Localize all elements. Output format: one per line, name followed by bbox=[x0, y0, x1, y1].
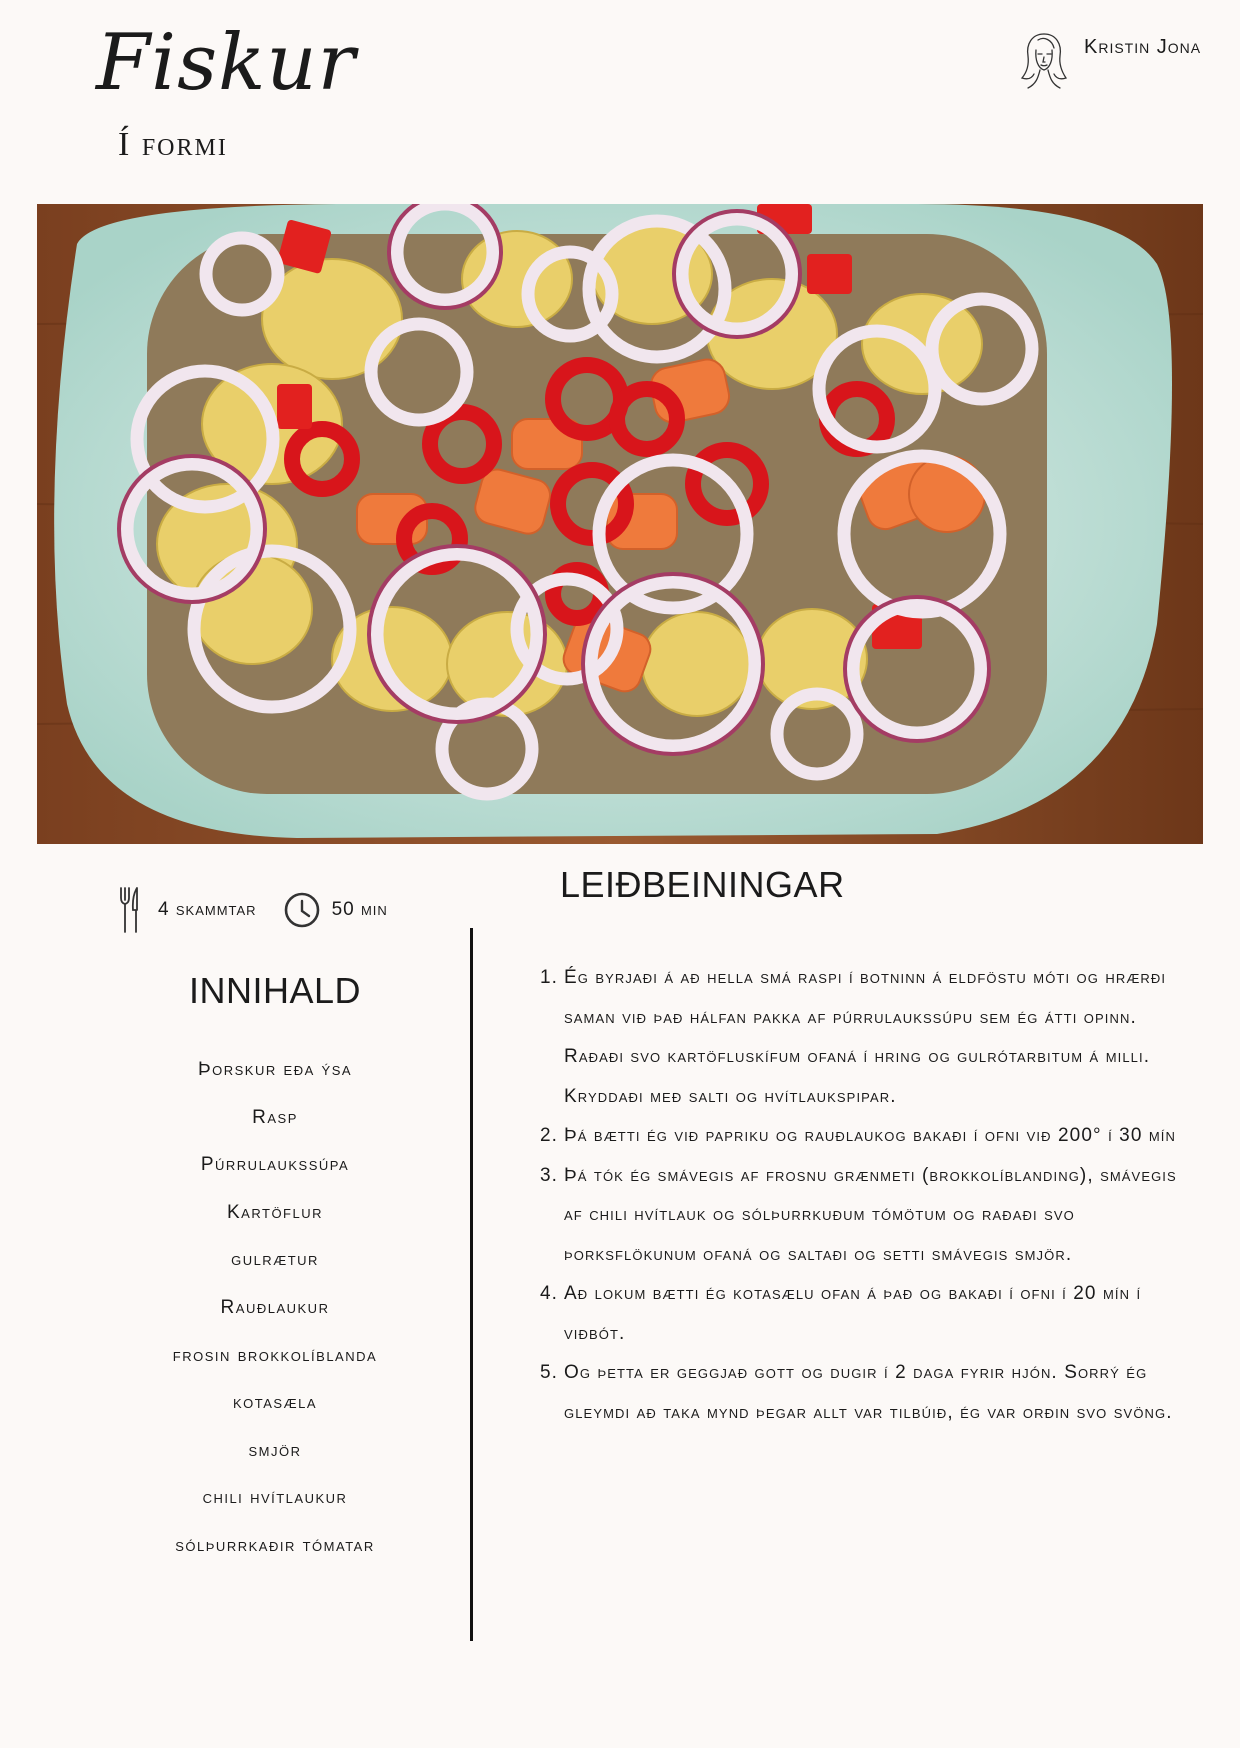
recipe-title: Fiskur bbox=[96, 18, 356, 108]
author-name: Kristin Jona bbox=[1084, 36, 1202, 58]
step-text: Að lokum bætti ég kotasælu ofan á það og bakaði í ofni í 20 mín í viðbót. bbox=[564, 1283, 1142, 1344]
time-label: 50 min bbox=[331, 899, 388, 920]
directions-list bbox=[540, 958, 1200, 1432]
step-text: Þá bætti ég við papriku og rauðlaukog bakaði í ofni við 200° í 30 mín bbox=[564, 1125, 1177, 1146]
step-number: 2. bbox=[540, 1125, 559, 1146]
directions-title: LEIÐBEININGAR bbox=[560, 864, 845, 905]
direction-step bbox=[540, 1353, 1200, 1432]
recipe-subtitle: Í formi bbox=[118, 126, 228, 163]
ingredient-item: chili hvítlaukur bbox=[202, 1487, 348, 1509]
step-number: 3. bbox=[540, 1164, 559, 1186]
step-number: 5. bbox=[540, 1362, 559, 1383]
author-block bbox=[1018, 28, 1202, 100]
ingredients-list bbox=[110, 1046, 440, 1570]
step-text: Og þetta er geggjað gott og dugir í 2 daga fyrir hjón. Sorrý ég gleymdi að taka mynd þegar allt var tilbúið, ég var orðin svo svöng. bbox=[564, 1362, 1173, 1423]
direction-step bbox=[540, 1156, 1200, 1275]
ingredient-item: smjör bbox=[248, 1439, 302, 1461]
ingredient-item: Rasp bbox=[252, 1106, 298, 1128]
clock-icon bbox=[283, 891, 321, 929]
step-text: Þá tók ég smávegis af frosnu grænmeti (brokkolíblanding), smávegis af chili hvítlauk og sólþurrkuðum tómötum og raðaði svo þorksflökunum ofaná og saltaði og setti smávegis smjör. bbox=[564, 1164, 1177, 1265]
step-number: 1. bbox=[540, 967, 559, 988]
direction-step bbox=[540, 958, 1200, 1116]
ingredient-item: Kartöflur bbox=[227, 1201, 323, 1223]
direction-step bbox=[540, 1274, 1200, 1353]
ingredient-item: Rauðlaukur bbox=[220, 1296, 330, 1318]
step-text: Ég byrjaði á að hella smá raspi í botninn á eldföstu móti og hrærði saman við það hálfan pakka af púrrulaukssúpu sem ég átti opinn. Raðaði svo kartöfluskífum ofaná í hring og gulrótarbitum á milli. Kryddaði með salti og hvítlaukspipar. bbox=[564, 967, 1167, 1107]
ingredient-item: sólþurrkaðir tómatar bbox=[175, 1534, 375, 1556]
step-number: 4. bbox=[540, 1283, 559, 1304]
fork-knife-icon bbox=[118, 886, 142, 934]
woman-portrait-icon bbox=[1018, 28, 1070, 100]
servings-label: 4 skammtar bbox=[158, 899, 257, 920]
recipe-meta bbox=[118, 886, 388, 934]
dish-photo bbox=[37, 204, 1203, 844]
ingredient-item: Þorskur eða ýsa bbox=[197, 1059, 353, 1080]
ingredient-item: Púrrulaukssúpa bbox=[200, 1154, 350, 1176]
ingredient-item: frosin brokkolíblanda bbox=[172, 1344, 378, 1366]
ingredient-item: gulrætur bbox=[231, 1249, 319, 1271]
ingredient-item: kotasæla bbox=[232, 1392, 317, 1414]
ingredients-title: INNIHALD bbox=[188, 970, 362, 1011]
direction-step bbox=[540, 1116, 1200, 1156]
column-divider bbox=[470, 928, 473, 1641]
